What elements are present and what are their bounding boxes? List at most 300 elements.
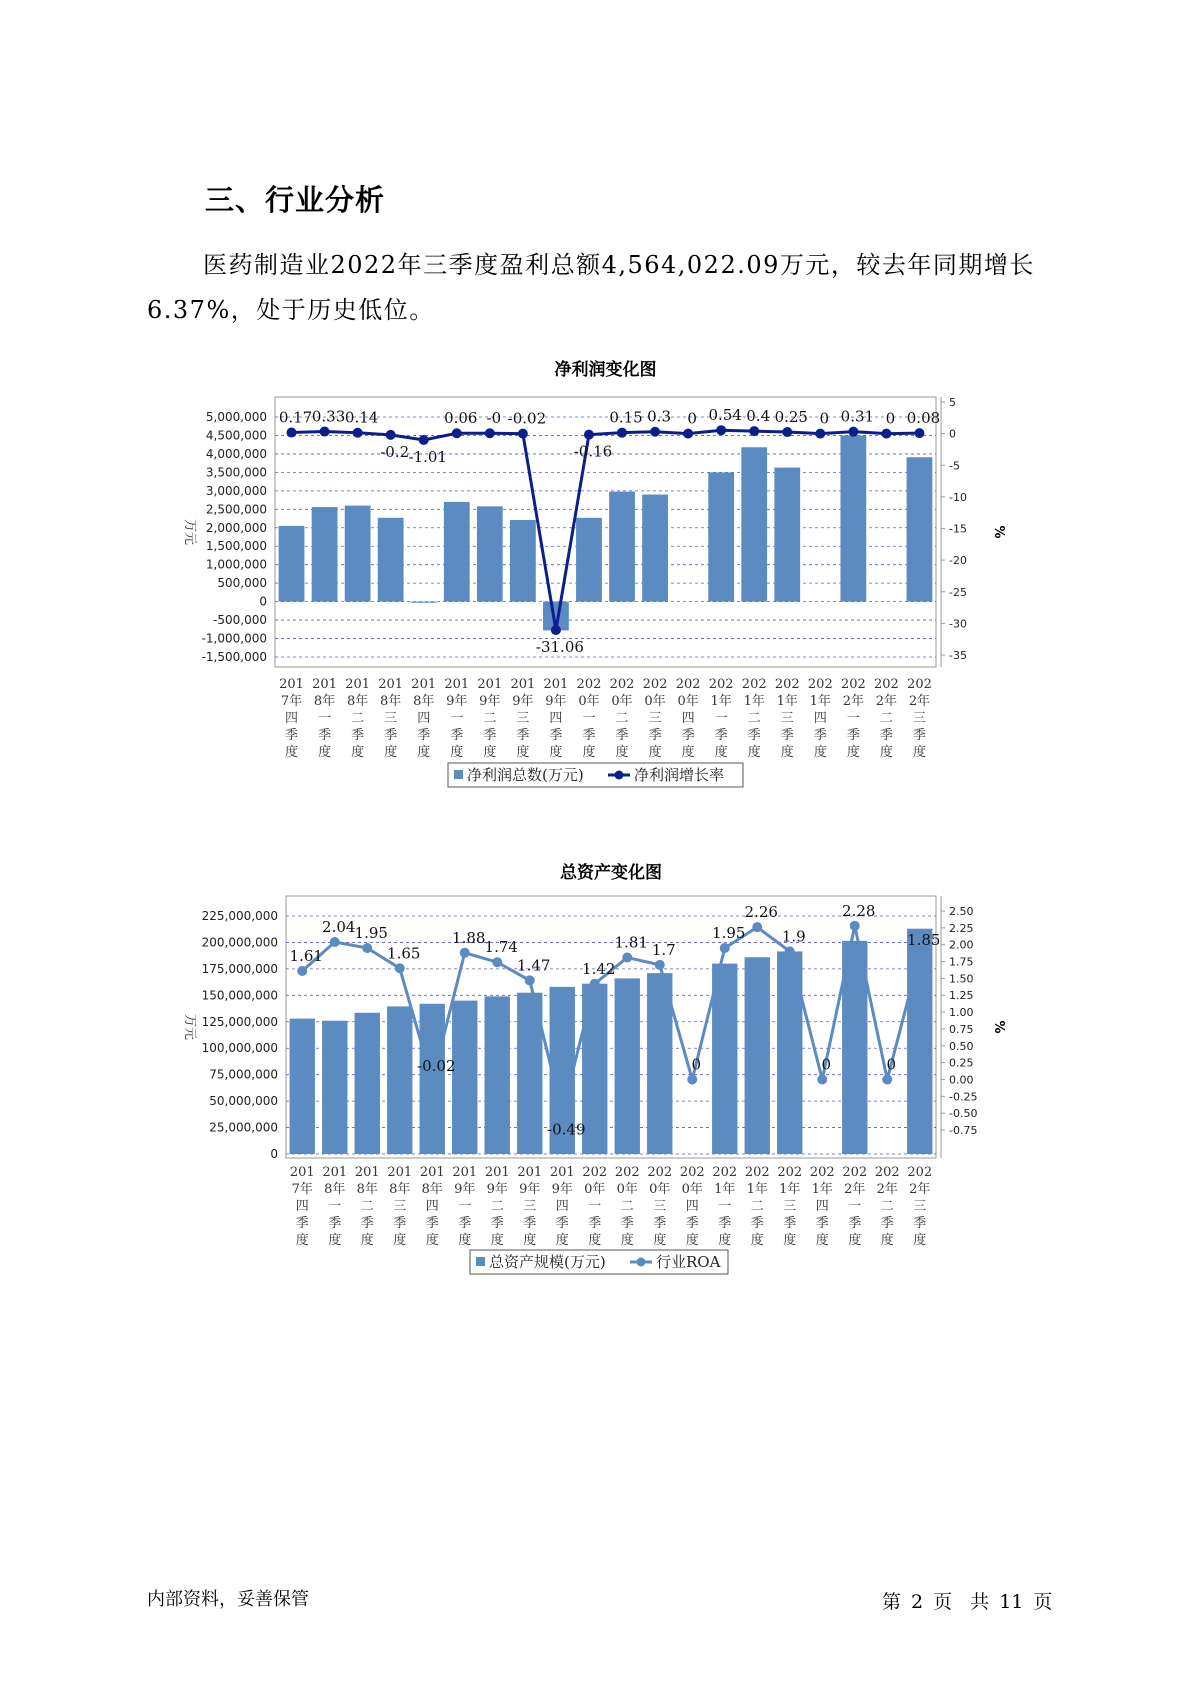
x-tick-label: 202 <box>582 1165 608 1180</box>
legend-swatch-bar <box>454 770 463 779</box>
x-tick-label: 四 <box>681 711 695 726</box>
x-tick-label: 度 <box>582 745 596 760</box>
y-tick-label: 500,000 <box>217 576 267 591</box>
x-tick-label: 8年 <box>346 694 369 709</box>
x-tick-label: 202 <box>647 1165 673 1180</box>
x-tick-label: 8年 <box>421 1182 443 1197</box>
section-title: 三、行业分析 <box>205 183 386 217</box>
y2-tick-label: 0.75 <box>949 1022 974 1036</box>
x-tick-label: 度 <box>523 1233 537 1248</box>
x-tick-label: 度 <box>360 1233 374 1248</box>
x-tick-label: 度 <box>848 1233 862 1248</box>
x-tick-label: 1年 <box>809 694 831 709</box>
x-tick-label: 三 <box>913 1199 927 1214</box>
x-tick-label: 季 <box>780 728 794 743</box>
legend-swatch-dot <box>637 1258 646 1267</box>
bar <box>510 520 536 602</box>
x-tick-label: 8年 <box>313 694 336 709</box>
x-tick-label: 9年 <box>551 1182 573 1197</box>
x-tick-label: 1年 <box>811 1182 833 1197</box>
series-point <box>622 952 632 962</box>
bar <box>582 984 607 1154</box>
y-tick-label: -1,500,000 <box>201 650 267 664</box>
x-tick-label: 一 <box>450 711 464 726</box>
page-number: 2 <box>911 1591 924 1613</box>
bar <box>411 602 437 603</box>
series-point <box>353 428 363 438</box>
x-tick-label: 度 <box>620 1233 634 1248</box>
x-tick-label: 201 <box>279 677 304 692</box>
x-tick-label: 四 <box>549 711 563 726</box>
x-tick-label: 季 <box>848 1216 862 1231</box>
point-label: 0 <box>821 1055 832 1074</box>
y-tick-label: -500,000 <box>213 613 267 628</box>
x-tick-label: 201 <box>484 1165 510 1180</box>
bar <box>576 518 602 602</box>
x-tick-label: 9年 <box>545 694 567 709</box>
x-tick-label: 1年 <box>714 1182 736 1197</box>
x-tick-label: 202 <box>744 1165 770 1180</box>
x-tick-label: 一 <box>588 1199 602 1214</box>
series-point <box>882 1074 892 1084</box>
series-point <box>584 430 594 440</box>
x-tick-label: 2年 <box>909 1182 931 1197</box>
series-point <box>850 921 860 931</box>
bar <box>345 506 371 602</box>
x-tick-label: 度 <box>285 745 299 760</box>
x-tick-label: 9年 <box>446 694 468 709</box>
x-tick-label: 201 <box>543 677 569 692</box>
x-tick-label: 二 <box>750 1199 764 1214</box>
series-point <box>590 979 600 989</box>
point-label: -0 <box>486 409 502 428</box>
y-tick-label: 4,500,000 <box>205 428 267 443</box>
y2-tick-label: 1.75 <box>949 955 974 969</box>
x-tick-label: 三 <box>393 1199 407 1214</box>
x-tick-label: 二 <box>880 1199 894 1214</box>
x-tick-label: 度 <box>783 1233 797 1248</box>
series-point <box>617 428 627 438</box>
y-tick-label: 150,000,000 <box>201 988 278 1003</box>
y2-tick-label: 0.50 <box>949 1039 974 1053</box>
x-tick-label: 季 <box>523 1216 537 1231</box>
bar <box>907 929 932 1154</box>
legend-label: 总资产规模(万元) <box>489 1253 606 1271</box>
x-tick-label: 202 <box>576 677 602 692</box>
x-tick-label: 度 <box>653 1233 667 1248</box>
point-label: 0 <box>691 1055 702 1074</box>
x-tick-label: 季 <box>714 728 728 743</box>
bar <box>290 1019 315 1154</box>
total-assets-chart <box>0 858 1191 1318</box>
x-tick-label: 度 <box>328 1233 342 1248</box>
x-tick-label: 三 <box>780 711 794 726</box>
x-tick-label: 度 <box>815 1233 829 1248</box>
y2-tick-label: 2.25 <box>949 921 974 935</box>
y-tick-label: 225,000,000 <box>201 909 278 923</box>
x-tick-label: 季 <box>384 728 398 743</box>
series-point <box>915 950 925 960</box>
series-point <box>716 425 726 435</box>
point-label: -0.02 <box>507 409 547 428</box>
x-tick-label: 度 <box>295 1233 309 1248</box>
x-tick-label: 一 <box>328 1199 342 1214</box>
bar <box>477 506 503 601</box>
x-tick-label: 四 <box>285 711 299 726</box>
net-profit-chart-svg <box>0 355 1191 815</box>
y2-tick-label: -0.75 <box>949 1124 978 1137</box>
point-label: -0.16 <box>573 442 613 461</box>
x-tick-label: 201 <box>387 1165 413 1180</box>
x-tick-label: 8年 <box>380 694 402 709</box>
x-tick-label: 季 <box>393 1216 407 1231</box>
x-tick-label: 季 <box>328 1216 342 1231</box>
series-point <box>492 957 502 967</box>
series-point <box>749 426 759 436</box>
x-tick-label: 202 <box>774 677 800 692</box>
bar <box>322 1021 347 1154</box>
body-paragraph: 医药制造业2022年三季度盈利总额4,564,022.09万元，较去年同期增长6.37%，处于历史低位。 <box>147 251 1035 324</box>
x-tick-label: 8年 <box>413 694 435 709</box>
bar <box>741 447 767 601</box>
y2-tick-label: -30 <box>949 617 967 631</box>
x-tick-label: 三 <box>523 1199 537 1214</box>
x-tick-label: 201 <box>477 677 503 692</box>
x-tick-label: 季 <box>815 1216 829 1231</box>
series-point <box>297 966 307 976</box>
y2-axis-title: % <box>991 525 1006 539</box>
x-tick-label: 三 <box>912 711 926 726</box>
point-label: 0 <box>819 409 830 428</box>
x-tick-label: 四 <box>425 1199 439 1214</box>
series-point <box>320 427 330 437</box>
x-tick-label: 9年 <box>479 694 501 709</box>
x-tick-label: 一 <box>458 1199 472 1214</box>
series-point <box>817 1074 827 1084</box>
footer-page-info <box>882 1587 1062 1614</box>
x-tick-label: 9年 <box>486 1182 508 1197</box>
y-tick-label: 200,000,000 <box>201 935 278 950</box>
x-tick-label: 0年 <box>681 1182 703 1197</box>
x-tick-label: 1年 <box>779 1182 801 1197</box>
x-tick-label: 202 <box>675 677 701 692</box>
y-tick-label: 1,000,000 <box>205 557 267 572</box>
x-tick-label: 季 <box>912 728 926 743</box>
x-tick-label: 度 <box>750 1233 764 1248</box>
y-tick-label: 1,500,000 <box>205 539 267 554</box>
x-tick-label: 202 <box>809 1165 835 1180</box>
x-tick-label: 度 <box>913 1233 927 1248</box>
series-point <box>655 960 665 970</box>
point-label: 1.61 <box>289 946 323 965</box>
y2-tick-label: -35 <box>949 649 967 662</box>
x-tick-label: 1年 <box>746 1182 768 1197</box>
bar <box>485 996 510 1154</box>
x-tick-label: 度 <box>458 1233 472 1248</box>
x-tick-label: 度 <box>393 1233 407 1248</box>
x-tick-label: 季 <box>718 1216 732 1231</box>
x-tick-label: 季 <box>648 728 662 743</box>
series-point <box>427 1076 437 1086</box>
x-tick-label: 1年 <box>743 694 765 709</box>
y2-tick-label: 0 <box>949 427 956 441</box>
point-label: 0.3 <box>647 407 672 426</box>
series-point <box>518 429 528 439</box>
x-tick-label: 201 <box>312 677 337 692</box>
x-tick-label: 202 <box>741 677 767 692</box>
x-tick-label: 四 <box>813 711 827 726</box>
x-tick-label: 201 <box>549 1165 575 1180</box>
x-tick-label: 季 <box>555 1216 569 1231</box>
x-tick-label: 度 <box>685 1233 699 1248</box>
x-tick-label: 季 <box>582 728 596 743</box>
y-tick-label: 3,500,000 <box>205 465 267 480</box>
x-tick-label: 季 <box>880 1216 894 1231</box>
x-tick-label: 季 <box>318 728 332 743</box>
x-tick-label: 7年 <box>291 1182 313 1197</box>
series-point <box>386 430 396 440</box>
x-tick-label: 201 <box>345 677 371 692</box>
point-label: 0.31 <box>840 407 875 426</box>
point-label: -31.06 <box>535 638 584 657</box>
x-tick-label: 四 <box>417 711 431 726</box>
x-tick-label: 季 <box>588 1216 602 1231</box>
x-tick-label: 8年 <box>324 1182 346 1197</box>
x-tick-label: 季 <box>615 728 629 743</box>
x-tick-label: 度 <box>450 745 464 760</box>
x-tick-label: 201 <box>510 677 536 692</box>
y2-tick-label: 0.25 <box>949 1056 974 1070</box>
x-tick-label: 三 <box>783 1199 797 1214</box>
x-tick-label: 202 <box>614 1165 640 1180</box>
x-tick-label: 8年 <box>389 1182 411 1197</box>
x-tick-label: 季 <box>620 1216 634 1231</box>
x-tick-label: 季 <box>425 1216 439 1231</box>
x-tick-label: 二 <box>615 711 629 726</box>
point-label: 0 <box>886 1055 897 1074</box>
x-tick-label: 度 <box>813 745 827 760</box>
legend-swatch-dot <box>615 771 624 780</box>
plot-frame <box>275 397 936 667</box>
y-tick-label: 175,000,000 <box>201 961 278 976</box>
bar <box>378 518 404 602</box>
point-label: 1.95 <box>712 924 746 943</box>
x-tick-label: 度 <box>351 745 365 760</box>
point-label: 1.81 <box>614 933 648 952</box>
page-suffix: 页 <box>933 1591 953 1613</box>
x-tick-label: 一 <box>582 711 596 726</box>
series-point <box>460 948 470 958</box>
x-tick-label: 202 <box>609 677 635 692</box>
point-label: 0.14 <box>344 408 379 427</box>
x-tick-label: 7年 <box>280 694 303 709</box>
series-point <box>525 975 535 985</box>
series-point <box>785 946 795 956</box>
y-tick-label: 4,000,000 <box>205 446 267 461</box>
x-tick-label: 度 <box>483 745 497 760</box>
y2-tick-label: 1.50 <box>949 972 974 986</box>
point-label: 0 <box>687 409 697 428</box>
bar <box>712 964 737 1154</box>
x-tick-label: 度 <box>490 1233 504 1248</box>
y-tick-label: 2,000,000 <box>205 520 267 535</box>
point-label: 1.85 <box>907 930 941 949</box>
x-tick-label: 度 <box>747 745 761 760</box>
x-tick-label: 201 <box>322 1165 348 1180</box>
x-tick-label: 季 <box>417 728 431 743</box>
series-point <box>683 429 693 439</box>
series-point <box>848 427 858 437</box>
y2-tick-label: 1.00 <box>949 1006 974 1020</box>
x-tick-label: 202 <box>907 1165 933 1180</box>
point-label: 0.15 <box>609 408 643 427</box>
x-tick-label: 三 <box>384 711 398 726</box>
x-tick-label: 202 <box>712 1165 738 1180</box>
point-label: -0.02 <box>417 1056 456 1075</box>
x-tick-label: 0年 <box>616 1182 638 1197</box>
x-tick-label: 2年 <box>875 694 898 709</box>
y2-tick-label: -15 <box>949 522 967 536</box>
x-tick-label: 度 <box>880 1233 894 1248</box>
point-label: 1.42 <box>582 959 616 978</box>
x-tick-label: 二 <box>360 1199 374 1214</box>
x-tick-label: 度 <box>549 745 563 760</box>
x-tick-label: 季 <box>360 1216 374 1231</box>
x-tick-label: 二 <box>490 1199 504 1214</box>
x-tick-label: 季 <box>458 1216 472 1231</box>
x-tick-label: 度 <box>384 745 398 760</box>
series-point <box>362 943 372 953</box>
x-tick-label: 度 <box>588 1233 602 1248</box>
y-tick-label: 75,000,000 <box>209 1067 278 1082</box>
total-assets-chart-svg <box>0 858 1191 1318</box>
x-tick-label: 季 <box>285 728 299 743</box>
x-tick-label: 度 <box>714 745 728 760</box>
x-tick-label: 1年 <box>776 694 798 709</box>
x-tick-label: 度 <box>879 745 893 760</box>
x-tick-label: 季 <box>913 1216 927 1231</box>
series-point <box>782 427 792 437</box>
total-suffix: 页 <box>1033 1591 1053 1613</box>
legend-label: 净利润增长率 <box>634 766 725 784</box>
x-tick-label: 度 <box>681 745 695 760</box>
x-tick-label: 季 <box>295 1216 309 1231</box>
series-point <box>485 428 495 438</box>
series-point <box>687 1074 697 1084</box>
bar <box>708 472 734 601</box>
x-tick-label: 三 <box>516 711 530 726</box>
point-label: -0.49 <box>547 1120 586 1139</box>
x-tick-label: 三 <box>648 711 662 726</box>
bar <box>615 978 640 1154</box>
footer-confidential-note: 内部资料，妥善保管 <box>147 1589 309 1610</box>
point-label: 0.06 <box>444 409 478 428</box>
bar <box>609 492 635 602</box>
point-label: 1.65 <box>387 944 421 963</box>
series-point <box>881 429 891 439</box>
series-point <box>650 427 660 437</box>
x-tick-label: 二 <box>747 711 761 726</box>
bar <box>444 502 470 602</box>
series-point <box>419 435 429 445</box>
y2-tick-label: 2.00 <box>949 938 974 952</box>
y-tick-label: 0 <box>259 594 267 609</box>
y-tick-label: 25,000,000 <box>209 1120 278 1135</box>
x-tick-label: 季 <box>783 1216 797 1231</box>
x-tick-label: 0年 <box>649 1182 671 1197</box>
x-tick-label: 季 <box>846 728 860 743</box>
x-tick-label: 度 <box>718 1233 732 1248</box>
point-label: 1.95 <box>354 924 388 943</box>
y2-tick-label: -5 <box>949 459 960 473</box>
x-tick-label: 二 <box>620 1199 634 1214</box>
series-point <box>330 937 340 947</box>
bar <box>745 957 770 1154</box>
x-tick-label: 202 <box>840 677 866 692</box>
x-tick-label: 一 <box>318 711 332 726</box>
series-point <box>815 429 825 439</box>
x-tick-label: 季 <box>879 728 893 743</box>
y2-axis-title: % <box>991 1020 1006 1034</box>
legend-swatch-bar <box>476 1257 485 1266</box>
x-tick-label: 四 <box>295 1199 309 1214</box>
y2-tick-label: -20 <box>949 554 967 568</box>
page-prefix: 第 <box>882 1591 902 1613</box>
bar <box>452 1001 477 1154</box>
x-tick-label: 2年 <box>842 694 865 709</box>
x-tick-label: 季 <box>450 728 464 743</box>
point-label: 0.4 <box>746 407 771 426</box>
series-point <box>452 428 462 438</box>
bar <box>840 435 866 601</box>
y-tick-label: 5,000,000 <box>205 410 267 424</box>
y2-tick-label: -10 <box>949 490 967 504</box>
chart-title: 总资产变化图 <box>560 863 662 883</box>
x-tick-label: 季 <box>483 728 497 743</box>
x-tick-label: 201 <box>444 677 470 692</box>
x-tick-label: 0年 <box>584 1182 606 1197</box>
x-tick-label: 季 <box>685 1216 699 1231</box>
x-tick-label: 度 <box>555 1233 569 1248</box>
x-tick-label: 二 <box>483 711 497 726</box>
bar <box>355 1013 380 1154</box>
x-tick-label: 0年 <box>578 694 600 709</box>
x-tick-label: 201 <box>517 1165 543 1180</box>
legend-label: 行业ROA <box>656 1253 721 1271</box>
x-tick-label: 季 <box>351 728 365 743</box>
x-tick-label: 201 <box>354 1165 380 1180</box>
point-label: 1.88 <box>452 928 486 947</box>
x-tick-label: 季 <box>681 728 695 743</box>
x-tick-label: 0年 <box>677 694 699 709</box>
x-tick-label: 季 <box>653 1216 667 1231</box>
y2-tick-label: 0.00 <box>949 1073 974 1087</box>
x-tick-label: 202 <box>642 677 668 692</box>
point-label: 0.33 <box>311 407 346 426</box>
x-tick-label: 202 <box>807 677 833 692</box>
total-prefix: 共 <box>970 1591 990 1613</box>
x-tick-label: 1年 <box>710 694 732 709</box>
x-tick-label: 度 <box>780 745 794 760</box>
y2-tick-label: -0.50 <box>949 1107 978 1121</box>
x-tick-label: 9年 <box>454 1182 476 1197</box>
x-tick-label: 9年 <box>512 694 534 709</box>
x-tick-label: 202 <box>708 677 734 692</box>
x-tick-label: 201 <box>289 1165 315 1180</box>
point-label: 1.7 <box>651 940 676 959</box>
x-tick-label: 度 <box>425 1233 439 1248</box>
y-tick-label: 125,000,000 <box>201 1014 278 1029</box>
